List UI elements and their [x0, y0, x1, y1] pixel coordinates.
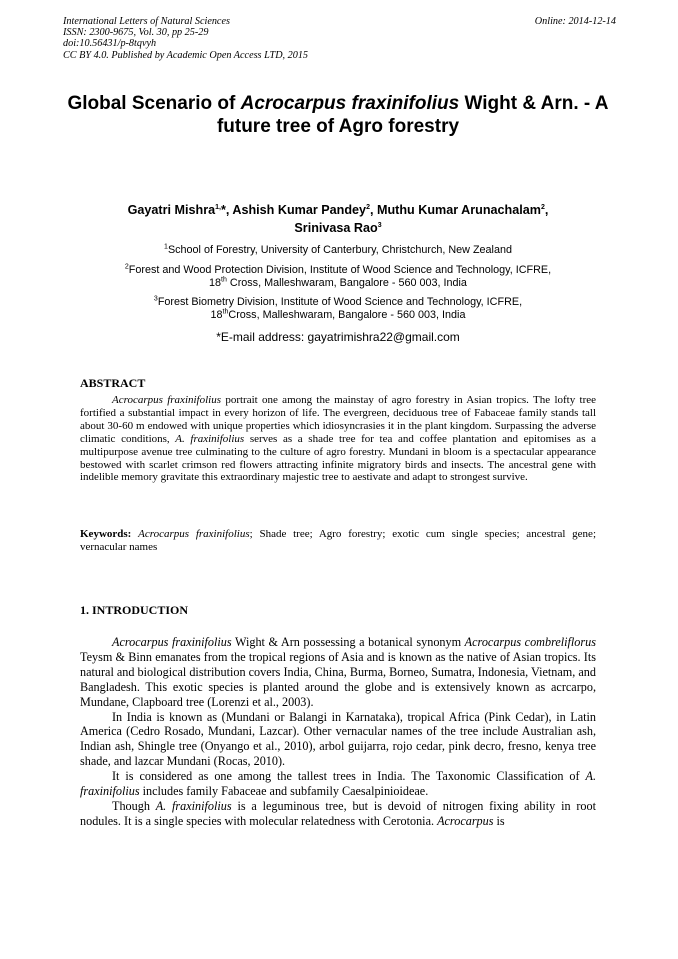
- title-text: Global Scenario of: [67, 93, 241, 114]
- online-date: Online: 2014-12-14: [534, 16, 616, 27]
- abstract-text: portrait one among the mainstay of agro forestry in Asian tropics. The lofty tree fortified a substantial impact in every horizon of life. The evergreen, deciduous tree of Fabaceae family stands tall about 30-60 m endowed with unique properties which idiosyncrasies it in the plant kingdom. Surpassing the adverse climatic conditions,: [80, 394, 597, 445]
- keywords-colon: :: [127, 528, 139, 540]
- intro-text: is: [493, 813, 505, 828]
- affiliation-marker: 1: [164, 243, 168, 251]
- intro-paragraph-3: [80, 769, 596, 799]
- affiliation-text: Cross, Malleshwaram, Bangalore - 560 003, India: [226, 277, 467, 289]
- species-synonym: Acrocarpus combreliflorus: [464, 635, 596, 649]
- keywords-text: ; Shade tree; Agro forestry; exotic cum single species; ancestral gene; vernacular names: [80, 528, 596, 553]
- doi: doi:10.56431/p-8tqvyh: [63, 38, 157, 50]
- genus-name: Acrocarpus: [437, 813, 494, 828]
- intro-text: includes family Fabaceae and subfamily Caesalpinioideae.: [139, 784, 429, 799]
- author-list: [60, 201, 616, 237]
- affiliation-text: Forest Biometry Division, Institute of Wood Science and Technology, ICFRE,: [157, 296, 523, 308]
- author-affiliation-marker: 2: [366, 203, 370, 211]
- affiliation-1: [60, 244, 616, 257]
- affiliation-text: 18: [209, 277, 222, 289]
- title-text-end: Wight & Arn. - A future tree of Agro forestry: [216, 93, 609, 137]
- intro-paragraph-1: [80, 635, 596, 710]
- author-affiliation-marker: 3: [377, 221, 382, 229]
- abstract-paragraph: [80, 394, 596, 484]
- affiliation-text: 18: [210, 309, 223, 321]
- affiliation-text: Forest and Wood Protection Division, Institute of Wood Science and Technology, ICFRE,: [128, 264, 552, 276]
- affiliation-text: Cross, Malleshwaram, Bangalore - 560 003, India: [228, 309, 466, 321]
- journal-header: [63, 16, 616, 61]
- author-affiliation-marker: 1,: [215, 203, 221, 211]
- journal-name: International Letters of Natural Sciences: [63, 16, 230, 27]
- author-name: Srinivasa Rao: [294, 221, 378, 235]
- species-name: A. fraxinifolius: [175, 432, 245, 445]
- keywords: [80, 528, 596, 554]
- intro-text: Teysm & Binn emanates from the tropical regions of Asia and is known as the native of Asian tropics. Its natural and biological distribution covers India, China, Burma, Borneo, Sumatra, Indonesia, Vietnam, and Bangladesh. This exotic species is planted around the globe and is extensively known as acrcarpo, Mundane, Clapboard tree (Lorenzi et al., 2003).: [80, 649, 596, 709]
- author-separator: ,: [369, 203, 377, 217]
- author-name: Gayatri Mishra: [127, 203, 216, 217]
- author-name: Muthu Kumar Arunachalam: [376, 203, 541, 217]
- introduction-heading: 1. INTRODUCTION: [80, 603, 189, 617]
- paper-title: [60, 92, 616, 138]
- intro-paragraph-4: [80, 799, 596, 829]
- author-separator: *,: [220, 203, 233, 217]
- species-name: Acrocarpus fraxinifolius: [112, 635, 232, 649]
- title-species: Acrocarpus fraxinifolius: [240, 93, 460, 114]
- species-name: A. fraxinifolius: [80, 769, 596, 799]
- abstract-heading: ABSTRACT: [80, 376, 146, 390]
- intro-paragraph-2: In India is known as (Mundani or Balangi in Karnataka), tropical Africa (Pink Cedar), in Latin America (Cedro Rosado, Mundani, Lazcar). Other vernacular names of the tree include Australian ash, Indian ash, Shingle tree (Onyango et al., 2010), arbol guijarra, rojo cedar, pink decro, fresno, kenya tree shade, and lazcar Mundani (Rocas, 2010).: [80, 709, 596, 769]
- author-separator: ,: [544, 203, 549, 217]
- intro-text: Though: [112, 798, 156, 813]
- license-line: CC BY 4.0. Published by Academic Open Access LTD, 2015: [63, 49, 309, 61]
- abstract-body: [80, 394, 596, 484]
- abstract-text: serves as a shade tree for tea and coffee plantation and epitomises as a multipurpose avenue tree culminating to the culture of agro forestry. Mundani in bloom is a spectacular appearance bestowed with scarlet crimson red flowers attracting infinite migratory birds and insects. The ancestral gene with indelible memory gravitate this extraordinary majestic tree to aestivate and adapt to strongest survive.: [80, 432, 596, 484]
- species-name: A. fraxinifolius: [155, 798, 232, 813]
- ordinal-suffix: th: [222, 308, 229, 316]
- affiliation-2: [60, 264, 616, 290]
- species-name: Acrocarpus fraxinifolius: [112, 394, 222, 406]
- keywords-line: [80, 528, 596, 554]
- author-affiliation-marker: 2: [540, 203, 545, 211]
- intro-text: Wight & Arn possessing a botanical synonym: [231, 635, 465, 649]
- intro-text: is a leguminous tree, but is devoid of nitrogen fixing ability in root nodules. It is a single species with molecular relatedness with Cerotonia.: [80, 798, 596, 828]
- corresponding-email: *E-mail address: gayatrimishra22@gmail.com: [216, 330, 460, 344]
- affiliation-marker: 3: [153, 295, 158, 303]
- affiliation-3: [60, 296, 616, 322]
- affiliation-text: School of Forestry, University of Canterbury, Christchurch, New Zealand: [167, 244, 512, 256]
- introduction-body: [80, 635, 596, 829]
- keywords-label: Keywords: [80, 528, 128, 540]
- ordinal-suffix: th: [221, 276, 227, 284]
- affiliation-marker: 2: [124, 263, 129, 271]
- species-name: Acrocarpus fraxinifolius: [138, 528, 250, 540]
- author-name: Ashish Kumar Pandey: [232, 203, 367, 217]
- intro-text: It is considered as one among the tallest trees in India. The Taxonomic Classification of: [112, 769, 586, 784]
- issn-volume: ISSN: 2300-9675, Vol. 30, pp 25-29: [63, 27, 209, 39]
